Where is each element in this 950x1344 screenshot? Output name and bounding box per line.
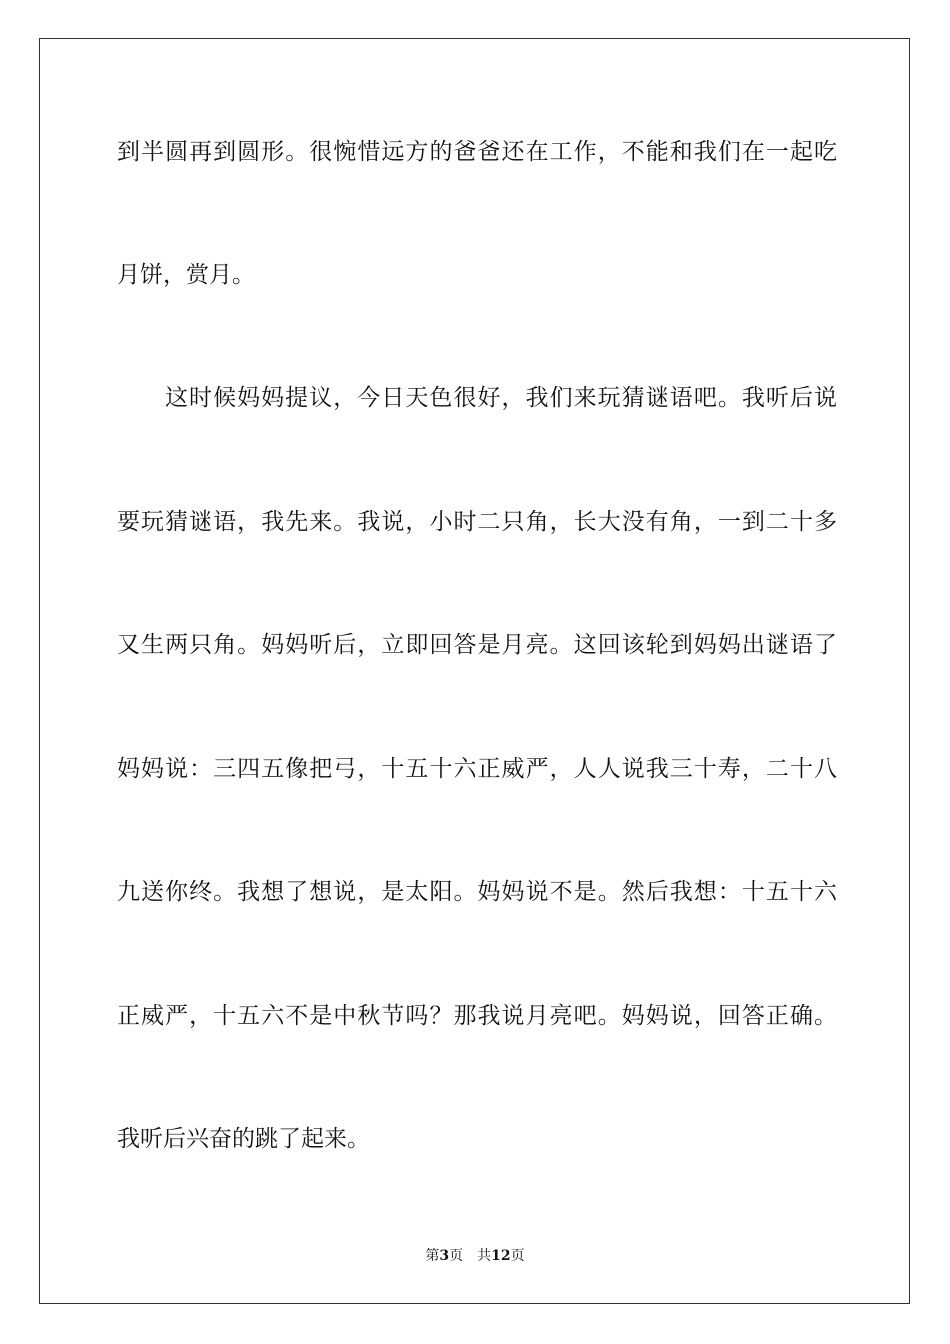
total-pages: 12 bbox=[491, 1248, 511, 1264]
body-text-line: 又生两只角。妈妈听后，立即回答是月亮。这回该轮到妈妈出谜语了 bbox=[117, 632, 837, 658]
total-suffix: 页 bbox=[510, 1248, 525, 1264]
body-text-line: 月饼，赏月。 bbox=[117, 262, 255, 288]
body-text-line: 妈妈说：三四五像把弓，十五十六正威严，人人说我三十寿，二十八 bbox=[117, 756, 837, 782]
page-suffix: 页 bbox=[449, 1248, 464, 1264]
page-border bbox=[39, 38, 910, 1304]
page-number: 3 bbox=[439, 1248, 450, 1264]
total-prefix: 共 bbox=[477, 1248, 492, 1264]
page-footer bbox=[0, 1246, 950, 1266]
body-text-line: 九送你终。我想了想说，是太阳。妈妈说不是。然后我想：十五十六 bbox=[117, 879, 837, 905]
body-text-line: 到半圆再到圆形。很惋惜远方的爸爸还在工作，不能和我们在一起吃 bbox=[117, 139, 837, 165]
page-prefix: 第 bbox=[425, 1248, 440, 1264]
body-text-line: 要玩猜谜语，我先来。我说，小时二只角，长大没有角，一到二十多 bbox=[117, 509, 837, 535]
body-text-line: 我听后兴奋的跳了起来。 bbox=[117, 1126, 370, 1152]
body-text-line: 这时候妈妈提议，今日天色很好，我们来玩猜谜语吧。我听后说 bbox=[165, 385, 837, 411]
body-text-line: 正威严，十五六不是中秋节吗？那我说月亮吧。妈妈说，回答正确。 bbox=[117, 1003, 837, 1029]
